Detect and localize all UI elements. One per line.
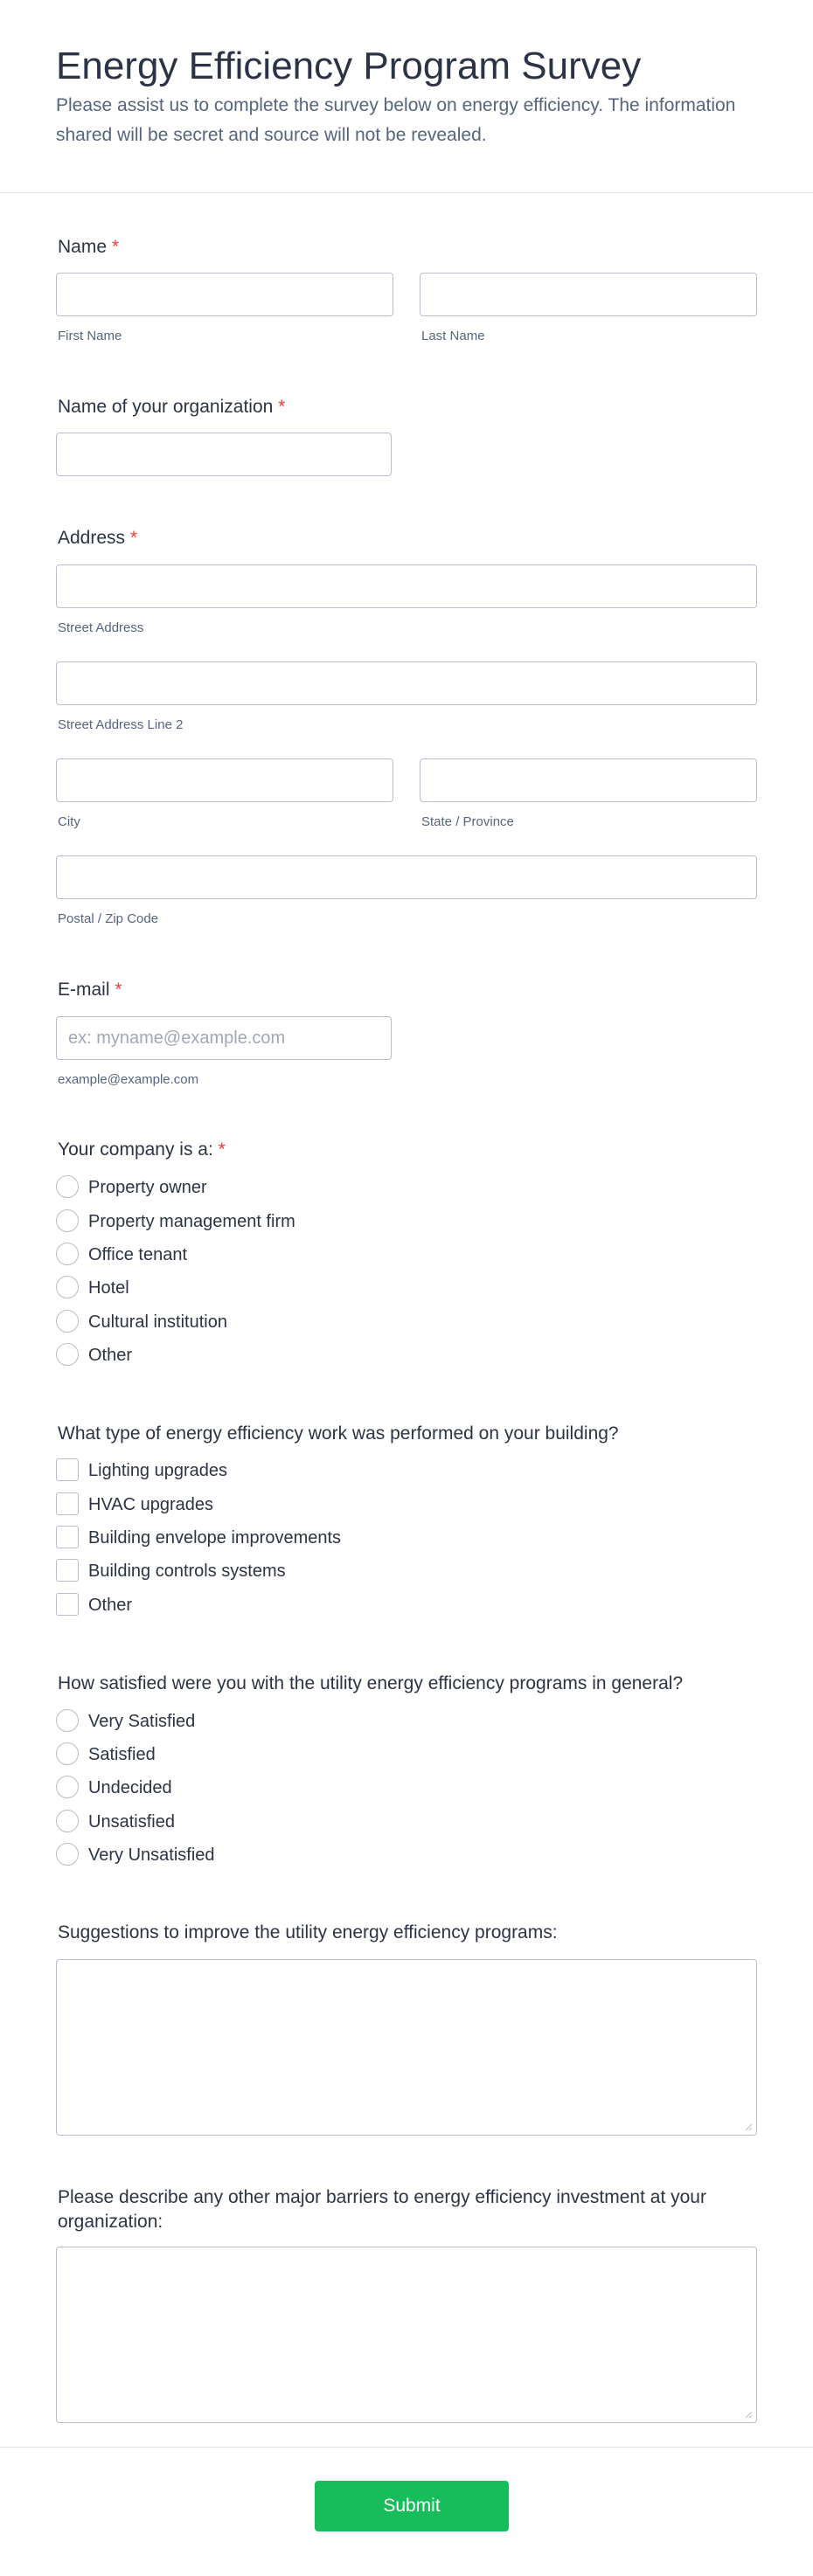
- satisfaction-label: How satisfied were you with the utility energy efficiency programs in general?: [58, 1673, 684, 1693]
- company-label: [58, 1137, 226, 1163]
- last-name-input[interactable]: [420, 273, 757, 316]
- state-input[interactable]: [420, 758, 757, 802]
- street-address-sublabel: Street Address: [58, 620, 144, 635]
- radio-button[interactable]: [56, 1243, 79, 1265]
- radio-button[interactable]: [56, 1175, 79, 1198]
- last-name-sublabel: Last Name: [421, 329, 485, 343]
- satisfaction-option-label: Undecided: [88, 1778, 172, 1797]
- name-label-text: Name: [58, 237, 108, 257]
- zip-input[interactable]: [56, 855, 757, 899]
- radio-button[interactable]: [56, 1742, 79, 1765]
- radio-button[interactable]: [56, 1276, 79, 1298]
- address-label: [58, 525, 137, 551]
- checkbox[interactable]: [56, 1559, 79, 1582]
- company-option-label: Other: [88, 1346, 133, 1365]
- email-sublabel: example@example.com: [58, 1072, 199, 1087]
- organization-input[interactable]: [56, 433, 392, 476]
- resize-grip-icon[interactable]: [744, 2122, 753, 2131]
- email-input[interactable]: [56, 1016, 392, 1060]
- radio-button[interactable]: [56, 1709, 79, 1732]
- satisfaction-option-label: Very Satisfied: [88, 1712, 196, 1731]
- satisfaction-option-label: Very Unsatisfied: [88, 1845, 215, 1865]
- radio-button[interactable]: [56, 1810, 79, 1832]
- checkbox[interactable]: [56, 1492, 79, 1515]
- satisfaction-option-label: Unsatisfied: [88, 1812, 175, 1832]
- checkbox[interactable]: [56, 1593, 79, 1616]
- barriers-label: Please describe any other major barriers to energy efficiency investment at your organization:: [58, 2187, 706, 2232]
- radio-button[interactable]: [56, 1310, 79, 1333]
- radio-button[interactable]: [56, 1776, 79, 1798]
- suggestions-label: Suggestions to improve the utility energy efficiency programs:: [58, 1922, 558, 1942]
- name-label: [58, 234, 119, 260]
- required-mark: *: [278, 397, 286, 417]
- street-address-line2-sublabel: Street Address Line 2: [58, 717, 184, 732]
- email-label-text: E-mail: [58, 980, 110, 1000]
- resize-grip-icon[interactable]: [744, 2410, 753, 2419]
- satisfaction-option-label: Satisfied: [88, 1745, 156, 1764]
- work-type-option-label: Building envelope improvements: [88, 1528, 342, 1548]
- company-option-label: Office tenant: [88, 1245, 188, 1264]
- radio-button[interactable]: [56, 1209, 79, 1232]
- first-name-sublabel: First Name: [58, 329, 122, 343]
- organization-label: [58, 394, 285, 420]
- state-sublabel: State / Province: [421, 814, 514, 829]
- street-address-line2-input[interactable]: [56, 661, 757, 705]
- company-label-text: Your company is a:: [58, 1139, 213, 1160]
- page-title: Energy Efficiency Program Survey: [56, 45, 642, 87]
- first-name-input[interactable]: [56, 273, 393, 316]
- city-sublabel: City: [58, 814, 80, 829]
- work-type-option-label: Building controls systems: [88, 1562, 286, 1581]
- zip-sublabel: Postal / Zip Code: [58, 911, 159, 926]
- checkbox[interactable]: [56, 1458, 79, 1481]
- work-type-label: What type of energy efficiency work was performed on your building?: [58, 1423, 619, 1444]
- form-header: [0, 0, 813, 193]
- company-option-label: Property management firm: [88, 1212, 295, 1231]
- work-type-option-label: Lighting upgrades: [88, 1461, 228, 1480]
- page-subtitle: Please assist us to complete the survey below on energy efficiency. The information shared will be secret and source will not be revealed.: [56, 95, 736, 145]
- barriers-textarea[interactable]: [56, 2247, 757, 2423]
- address-label-text: Address: [58, 528, 126, 548]
- radio-button[interactable]: [56, 1343, 79, 1366]
- street-address-input[interactable]: [56, 564, 757, 608]
- company-option-label: Property owner: [88, 1178, 207, 1197]
- required-mark: *: [115, 980, 122, 1000]
- required-mark: *: [218, 1139, 226, 1160]
- form-footer: [0, 2447, 813, 2576]
- required-mark: *: [111, 237, 120, 257]
- company-option-label: Cultural institution: [88, 1312, 227, 1332]
- city-input[interactable]: [56, 758, 393, 802]
- required-mark: *: [129, 528, 138, 548]
- work-type-option-label: Other: [88, 1596, 133, 1615]
- work-type-option-label: HVAC upgrades: [88, 1495, 214, 1514]
- radio-button[interactable]: [56, 1843, 79, 1866]
- checkbox[interactable]: [56, 1526, 79, 1548]
- submit-button[interactable]: Submit: [315, 2481, 509, 2531]
- organization-label-text: Name of your organization: [58, 397, 274, 417]
- suggestions-textarea[interactable]: [56, 1959, 757, 2136]
- company-option-label: Hotel: [88, 1278, 129, 1298]
- email-label: [58, 977, 122, 1003]
- email-placeholder: ex: myname@example.com: [68, 1028, 286, 1048]
